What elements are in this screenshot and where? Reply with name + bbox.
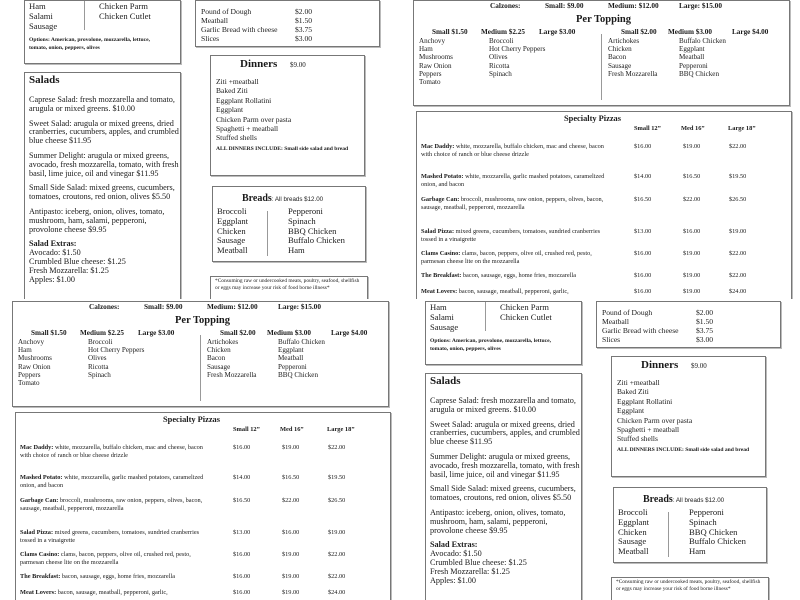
pizza-name: Salad Pizza: [421, 228, 455, 235]
dinner-item: Baked Ziti [617, 387, 649, 397]
salad-item: Summer Delight: arugula or mixed greens, avocado, fresh mozzarella, tomato, with fresh basil, lime juice, oil and vinegar $11.95 [430, 451, 580, 479]
topping-item: Olives [489, 53, 508, 62]
bread-item: Buffalo Chicken [689, 536, 746, 547]
sandwich-item: Salami [29, 10, 53, 21]
side-item-price: $3.75 [696, 326, 714, 335]
group2-small: Small $2.00 [220, 329, 256, 337]
topping-item: Mushrooms [18, 354, 52, 363]
calzone-toppings-box [413, 0, 790, 106]
pizza-description [421, 250, 611, 266]
dinner-item: Eggplant Rollatini [617, 396, 673, 406]
pizza-price: $13.00 [634, 228, 652, 235]
pizza-name: Mashed Potato: [20, 474, 63, 481]
pizza-price: $16.50 [233, 497, 251, 504]
toppings-group1-col1 [419, 37, 453, 86]
salad-item: Small Side Salad: mixed greens, cucumbers, tomatoes, croutons, red onion, olives $5.50 [29, 183, 175, 202]
pizza-price: $19.00 [282, 573, 300, 580]
salad-extra: Crumbled Blue cheese: $1.25 [29, 256, 126, 266]
side-item-name: Meatball [201, 16, 228, 25]
dinners-title: Dinners [240, 58, 278, 70]
bread-item: Pepperoni [689, 507, 724, 517]
divider [668, 512, 669, 557]
salads-box [425, 373, 582, 600]
topping-item: Hot Cherry Peppers [88, 346, 145, 355]
pizza-desc: mixed greens, cucumbers, tomatoes, sundried cranberries tossed in a vinaigrette [20, 529, 200, 544]
breads-subtitle: : All breads $12.00 [672, 497, 725, 504]
dinner-item: Ziti +meatball [216, 77, 259, 86]
group1-medium: Medium $2.25 [481, 28, 525, 36]
pizza-description [421, 143, 611, 159]
pizza-price: $19.50 [729, 173, 747, 180]
sandwich-col-2 [500, 303, 552, 323]
salad-extra: Apples: $1.00 [29, 274, 75, 284]
pizza-price: $22.00 [729, 143, 747, 150]
pizza-price: $19.00 [729, 228, 747, 235]
breads-col-2 [689, 508, 746, 557]
topping-item: Meatball [278, 354, 304, 363]
sandwich-item: Chicken Cutlet [500, 311, 552, 322]
topping-item: BBQ Chicken [278, 370, 318, 379]
pizza-description [20, 497, 210, 513]
pizza-price: $24.00 [328, 589, 346, 596]
topping-item: Sausage [608, 61, 632, 70]
bread-item: Ham [689, 546, 706, 557]
calzone-medium: Medium: $12.00 [207, 302, 258, 311]
topping-item: Broccoli [489, 37, 514, 45]
specialty-title: Specialty Pizzas [564, 114, 621, 123]
menu-page-left-section [0, 0, 400, 299]
pizza-price: $19.00 [282, 444, 300, 451]
breads-title: Breads [643, 494, 673, 505]
pizza-name: Meat Lovers: [421, 288, 458, 295]
pizza-price: $19.50 [328, 474, 346, 481]
topping-item: Broccoli [88, 338, 113, 346]
topping-item: Anchovy [419, 37, 446, 45]
pizza-desc: broccoli, mushrooms, raw onion, peppers, olives, bacon, sausage, meatball, pepperoni, mozzarella [421, 196, 604, 211]
pizza-price: $22.00 [683, 196, 701, 203]
salad-item: Caprese Salad: fresh mozzarella and tomato, arugula or mixed greens. $10.00 [430, 396, 576, 414]
side-item-price: $1.50 [696, 317, 714, 326]
group1-small: Small $1.50 [31, 329, 67, 337]
pizza-description [20, 529, 210, 545]
toppings-group2-col2 [278, 338, 325, 379]
toppings-group2-col2 [679, 37, 726, 78]
breads-heading [242, 188, 323, 206]
dinners-box [210, 55, 365, 176]
bread-item: Ham [288, 245, 305, 256]
pizza-price: $19.00 [683, 250, 701, 257]
pizza-price: $22.00 [282, 497, 300, 504]
group2-large: Large $4.00 [331, 329, 368, 337]
side-item-price: $3.00 [696, 335, 714, 344]
calzone-large: Large: $15.00 [278, 302, 321, 311]
topping-item: Ricotta [88, 362, 109, 371]
bread-item: Sausage [217, 235, 246, 246]
size-header-small: Small 12” [233, 426, 260, 433]
pizza-price: $13.00 [233, 529, 251, 536]
food-safety-notice-box [210, 276, 368, 299]
side-item-price: $3.75 [295, 25, 313, 34]
dinners-price: $9.00 [691, 362, 707, 370]
pizza-price: $19.00 [328, 529, 346, 536]
topping-item: Hot Cherry Peppers [489, 45, 546, 54]
sandwich-col-1 [430, 303, 458, 332]
topping-item: Peppers [18, 370, 41, 379]
divider [267, 211, 268, 256]
side-item-name: Meatball [602, 317, 629, 326]
dinners-box [611, 356, 766, 477]
salad-item: Antipasto: iceberg, onion, olives, tomato, mushroom, ham, salami, pepperoni, provolone cheese $9.95 [430, 507, 566, 535]
pizza-price: $24.00 [729, 288, 747, 295]
dinner-item: Eggplant [617, 406, 645, 416]
dinner-item: Baked Ziti [216, 86, 248, 96]
pizza-name: Mac Daddy: [20, 444, 54, 451]
pizza-desc: white, mozzarella, garlic mashed potatoes, caramelized onion, and bacon [20, 474, 204, 489]
pizza-name: Salad Pizza: [20, 529, 54, 536]
calzone-small: Small: $9.00 [144, 302, 183, 311]
pizza-desc: bacon, sausage, eggs, home fries, mozzarella [461, 272, 576, 279]
dinners-note: ALL DINNERS INCLUDE: Small side salad and bread [617, 447, 750, 453]
dinners-price: $9.00 [290, 61, 306, 69]
pizza-desc: clams, bacon, peppers, olive oil, crushed red, pesto, parmesan cheese lite on the mozzarella [20, 551, 191, 566]
bread-item: BBQ Chicken [689, 526, 738, 537]
pizza-price: $16.50 [683, 173, 701, 180]
pizza-price: $19.00 [282, 589, 300, 596]
dinners-list [617, 378, 692, 444]
menu-page-right-section [400, 0, 800, 299]
pizza-desc: clams, bacon, peppers, olive oil, crushed red, pesto, parmesan cheese lite on the mozzarella [421, 250, 592, 265]
bread-item: Sausage [618, 536, 647, 547]
pizza-desc: bacon, sausage, meatball, pepperoni, garlic, [56, 589, 168, 596]
pizza-price: $16.50 [282, 474, 300, 481]
breads-col-1 [618, 508, 649, 557]
dinners-note: ALL DINNERS INCLUDE: Small side salad and bread [216, 146, 349, 152]
side-item-name: Garlic Bread with cheese [602, 326, 679, 335]
pizza-name: Mashed Potato: [421, 173, 464, 180]
salad-extra: Avocado: $1.50 [29, 248, 81, 258]
divider [485, 302, 486, 331]
pizza-price: $22.00 [328, 573, 346, 580]
pizza-price: $22.00 [328, 551, 346, 558]
topping-item: Buffalo Chicken [278, 338, 325, 346]
side-item-price: $2.00 [295, 7, 313, 16]
sandwich-item: Chicken Cutlet [99, 10, 151, 21]
pizza-price: $26.50 [328, 497, 346, 504]
pizza-price: $16.50 [634, 196, 652, 203]
toppings-group2-col1 [207, 338, 256, 379]
sides-box [596, 301, 781, 348]
pizza-price: $16.00 [683, 228, 701, 235]
group1-small: Small $1.50 [432, 28, 468, 36]
pizza-price: $22.00 [729, 250, 747, 257]
topping-item: Bacon [207, 354, 226, 363]
specialty-pizzas-box [15, 412, 391, 600]
group2-small: Small $2.00 [621, 28, 657, 36]
pizza-name: Garbage Can: [20, 497, 59, 504]
topping-item: Ham [419, 45, 433, 54]
side-item-name: Pound of Dough [602, 308, 653, 317]
topping-item: Peppers [419, 69, 442, 78]
group2-large: Large $4.00 [732, 28, 769, 36]
pizza-price: $14.00 [233, 474, 251, 481]
sandwich-item: Salami [430, 311, 454, 322]
pizza-description [421, 173, 611, 189]
group1-large: Large $3.00 [138, 329, 175, 337]
menu-page-right-section [0, 301, 399, 600]
group1-medium: Medium $2.25 [80, 329, 124, 337]
bread-item: Spinach [689, 516, 717, 527]
size-header-large: Large 18” [327, 426, 355, 433]
topping-item: Spinach [489, 69, 512, 78]
side-item-price: $1.50 [295, 16, 313, 25]
pizza-price: $16.00 [233, 444, 251, 451]
bread-item: Eggplant [618, 516, 650, 527]
calzone-toppings-box [12, 301, 389, 407]
side-item-name: Pound of Dough [201, 7, 252, 16]
specialty-title: Specialty Pizzas [163, 415, 220, 424]
pizza-price: $16.00 [634, 272, 652, 279]
salad-extras-title: Salad Extras: [29, 239, 77, 249]
topping-item: Pepperoni [679, 61, 708, 70]
topping-item: Tomato [419, 77, 441, 86]
topping-item: Chicken [207, 346, 231, 355]
dinner-item: Chicken Parm over pasta [216, 114, 292, 124]
dinner-item: Eggplant [216, 105, 244, 115]
pizza-description [20, 573, 210, 581]
pizza-description [20, 444, 210, 460]
topping-item: Eggplant [278, 346, 304, 355]
salad-item: Summer Delight: arugula or mixed greens, avocado, fresh mozzarella, tomato, with fresh basil, lime juice, oil and vinegar $11.95 [29, 150, 179, 178]
topping-item: Ricotta [489, 61, 510, 70]
dinner-item: Stuffed shells [216, 133, 257, 143]
pizza-price: $19.00 [683, 288, 701, 295]
dinner-item: Stuffed shells [617, 434, 658, 444]
calzone-small: Small: $9.00 [545, 1, 584, 10]
pizza-price: $16.00 [233, 551, 251, 558]
pizza-description [421, 196, 611, 212]
topping-item: Anchovy [18, 338, 45, 346]
pizza-name: Garbage Can: [421, 196, 460, 203]
salad-extra: Fresh Mozzarella: $1.25 [430, 566, 510, 576]
sandwich-item: Ham [430, 302, 447, 312]
salad-extras-title: Salad Extras: [430, 540, 478, 550]
toppings-title: Per Topping [576, 14, 631, 25]
toppings-title: Per Topping [175, 315, 230, 326]
salad-item: Caprese Salad: fresh mozzarella and tomato, arugula or mixed greens. $10.00 [29, 95, 175, 113]
food-safety-notice-box [611, 577, 769, 600]
size-header-small: Small 12” [634, 125, 661, 132]
dinner-item: Eggplant Rollatini [216, 95, 272, 105]
pizza-price: $16.00 [634, 250, 652, 257]
pizza-price: $26.50 [729, 196, 747, 203]
pizza-name: Meat Lovers: [20, 589, 57, 596]
salad-item: Sweet Salad: arugula or mixed greens, dried cranberries, cucumbers, apples, and crumbled blue cheese $11.95 [430, 419, 580, 447]
topping-item: Meatball [679, 53, 705, 62]
topping-item: Ham [18, 346, 32, 355]
pizza-description [421, 272, 611, 280]
toppings-group1-col2 [88, 338, 144, 379]
pizza-price: $22.00 [328, 444, 346, 451]
topping-item: Olives [88, 354, 107, 363]
toppings-group1-col1 [18, 338, 52, 387]
pizza-name: Clams Casino: [20, 551, 60, 558]
pizza-description [421, 288, 611, 296]
pizza-description [20, 474, 210, 490]
pizza-price: $16.00 [233, 589, 251, 596]
bread-item: Spinach [288, 215, 316, 226]
salad-extra: Crumbled Blue cheese: $1.25 [430, 557, 527, 567]
bread-item: BBQ Chicken [288, 225, 337, 236]
bread-item: Eggplant [217, 215, 249, 226]
pizza-desc: white, mozzarella, garlic mashed potatoes, caramelized onion, and bacon [421, 173, 605, 188]
calzone-large: Large: $15.00 [679, 1, 722, 10]
topping-item: Raw Onion [18, 362, 51, 371]
divider [84, 1, 85, 30]
pizza-name: The Breakfast: [20, 573, 61, 580]
pizza-price: $16.00 [634, 143, 652, 150]
breads-subtitle: : All breads $12.00 [271, 196, 324, 203]
dinners-list [216, 77, 291, 143]
topping-item: Eggplant [679, 45, 705, 54]
topping-item: Fresh Mozzarella [608, 69, 658, 78]
pizza-desc: white, mozzarella, buffalo chicken, mac and cheese, bacon with choice of ranch or blue cheese drizzle [20, 444, 203, 459]
sides-box [195, 0, 380, 47]
topping-item: Sausage [207, 362, 231, 371]
pizza-price: $19.00 [282, 551, 300, 558]
group2-medium: Medium $3.00 [668, 28, 712, 36]
salads-title: Salads [29, 74, 60, 86]
bread-item: Chicken [618, 526, 647, 537]
pizza-price: $16.00 [233, 573, 251, 580]
pizza-name: The Breakfast: [421, 272, 462, 279]
bread-item: Meatball [217, 245, 248, 256]
sandwich-options: Options: American, provolone, mozzarella, lettuce, tomato, onion, peppers, olives [29, 37, 150, 51]
pizza-price: $22.00 [729, 272, 747, 279]
size-header-large: Large 18” [728, 125, 756, 132]
breads-col-1 [217, 207, 248, 256]
pizza-description [421, 228, 611, 244]
sandwich-item: Chicken Parm [99, 1, 148, 11]
pizza-desc: white, mozzarella, buffalo chicken, mac and cheese, bacon with choice of ranch or blue cheese drizzle [421, 143, 604, 158]
food-safety-notice: *Consuming raw or undercooked meats, poultry, seafood, shellfish or eggs may increase your risk of food borne illness* [616, 579, 761, 592]
pizza-desc: bacon, sausage, eggs, home fries, mozzarella [60, 573, 175, 580]
side-item-price: $2.00 [696, 308, 714, 317]
pizza-description [20, 551, 210, 567]
toppings-group2-col1 [608, 37, 657, 78]
salad-extra: Avocado: $1.50 [430, 549, 482, 559]
sandwich-box [425, 301, 582, 365]
topping-item: Bacon [608, 53, 627, 62]
topping-item: Mushrooms [419, 53, 453, 62]
topping-item: Artichokes [608, 37, 640, 45]
pizza-desc: mixed greens, cucumbers, tomatoes, sundried cranberries tossed in a vinaigrette [421, 228, 601, 243]
pizza-price: $19.00 [683, 143, 701, 150]
sandwich-item: Sausage [430, 321, 459, 332]
size-header-medium: Med 16” [681, 125, 705, 132]
bread-item: Pepperoni [288, 206, 323, 216]
salad-item: Small Side Salad: mixed greens, cucumbers, tomatoes, croutons, red onion, olives $5.50 [430, 484, 576, 503]
sandwich-item: Sausage [29, 20, 58, 31]
breads-box [613, 487, 767, 563]
topping-item: Spinach [88, 370, 111, 379]
salad-item: Antipasto: iceberg, onion, olives, tomato, mushroom, ham, salami, pepperoni, provolone cheese $9.95 [29, 206, 165, 234]
size-header-medium: Med 16” [280, 426, 304, 433]
group1-large: Large $3.00 [539, 28, 576, 36]
topping-item: Tomato [18, 378, 40, 387]
breads-heading [643, 489, 724, 507]
breads-title: Breads [242, 193, 272, 204]
pizza-price: $16.00 [634, 288, 652, 295]
pizza-desc: broccoli, mushrooms, raw onion, peppers, olives, bacon, sausage, meatball, pepperoni, mozzarella [20, 497, 203, 512]
dinner-item: Chicken Parm over pasta [617, 415, 693, 425]
topping-item: Chicken [608, 45, 632, 54]
sandwich-col-2 [99, 2, 151, 22]
bread-item: Buffalo Chicken [288, 235, 345, 246]
pizza-description [20, 589, 210, 597]
pizza-price: $14.00 [634, 173, 652, 180]
calzones-label: Calzones: [490, 1, 521, 10]
group2-medium: Medium $3.00 [267, 329, 311, 337]
toppings-group1-col2 [489, 37, 545, 78]
side-item-name: Slices [602, 335, 621, 344]
dinner-item: Spaghetti + meatball [617, 424, 680, 434]
topping-item: Pepperoni [278, 362, 307, 371]
side-item-name: Garlic Bread with cheese [201, 25, 278, 34]
bread-item: Chicken [217, 225, 246, 236]
topping-item: Buffalo Chicken [679, 37, 726, 45]
breads-box [212, 186, 366, 262]
dinner-item: Spaghetti + meatball [216, 123, 279, 133]
dinner-item: Ziti +meatball [617, 378, 660, 387]
sandwich-item: Ham [29, 1, 46, 11]
salad-extra: Apples: $1.00 [430, 575, 476, 585]
salads-box [24, 72, 181, 299]
topping-item: Raw Onion [419, 61, 452, 70]
pizza-name: Mac Daddy: [421, 143, 455, 150]
sandwich-col-1 [29, 2, 57, 31]
sandwich-box [24, 0, 181, 64]
menu-page-left-section [401, 301, 800, 600]
bread-item: Broccoli [217, 206, 247, 216]
pizza-desc: bacon, sausage, meatball, pepperoni, garlic, [457, 288, 569, 295]
bread-item: Broccoli [618, 507, 648, 517]
food-safety-notice: *Consuming raw or undercooked meats, poultry, seafood, shellfish or eggs may increase your risk of food borne illness* [215, 278, 360, 291]
calzone-medium: Medium: $12.00 [608, 1, 659, 10]
topping-item: Fresh Mozzarella [207, 370, 257, 379]
salads-title: Salads [430, 375, 461, 387]
bread-item: Meatball [618, 546, 649, 557]
salad-extra: Fresh Mozzarella: $1.25 [29, 265, 109, 275]
breads-col-2 [288, 207, 345, 256]
topping-item: Artichokes [207, 338, 239, 346]
sandwich-options: Options: American, provolone, mozzarella, lettuce, tomato, onion, peppers, olives [430, 338, 551, 352]
pizza-name: Clams Casino: [421, 250, 461, 257]
divider [601, 34, 602, 100]
side-item-name: Slices [201, 34, 220, 43]
salad-item: Sweet Salad: arugula or mixed greens, dried cranberries, cucumbers, apples, and crumbled blue cheese $11.95 [29, 118, 179, 146]
side-item-price: $3.00 [295, 34, 313, 43]
calzones-label: Calzones: [89, 302, 120, 311]
pizza-price: $16.00 [282, 529, 300, 536]
sandwich-item: Chicken Parm [500, 302, 549, 312]
divider [200, 335, 201, 401]
specialty-pizzas-box [416, 111, 792, 299]
topping-item: BBQ Chicken [679, 69, 719, 78]
pizza-price: $19.00 [683, 272, 701, 279]
dinners-title: Dinners [641, 359, 679, 371]
